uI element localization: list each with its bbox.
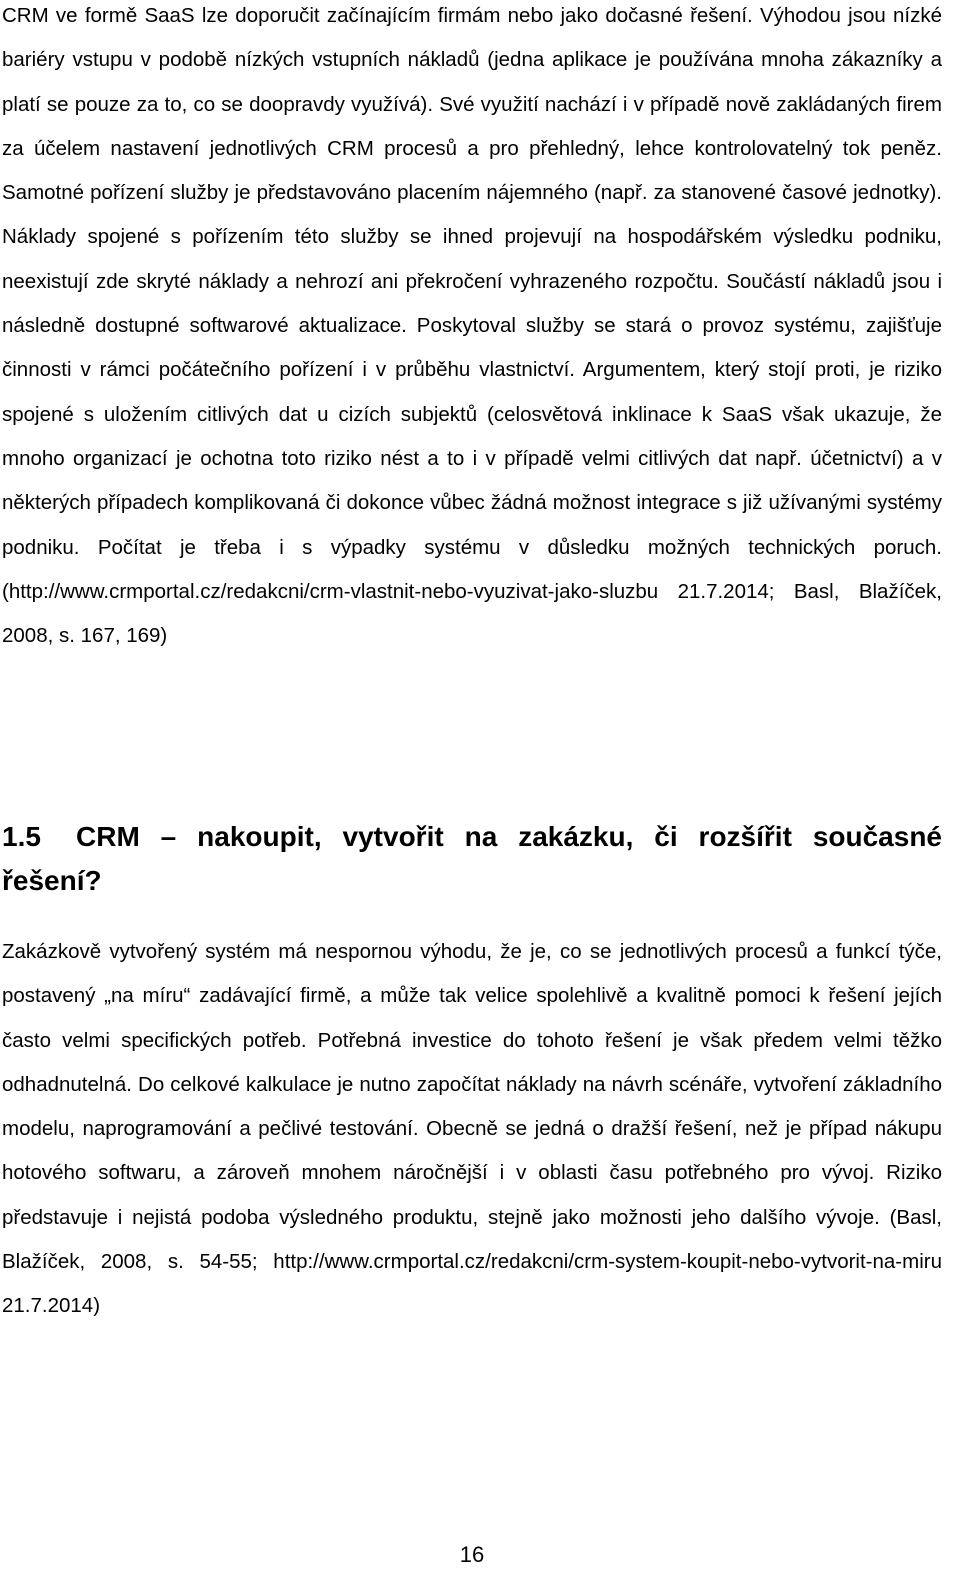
section-heading: [2, 815, 942, 903]
paragraph-custom-crm: Zakázkově vytvořený systém má nespornou výhodu, že je, co se jednotlivých procesů a funkcí týče, postavený „na míru“ zadávající firmě, a může tak velice spolehlivě a kvalitně pomoci k řešení jejích často velmi specifických potřeb. Potřebná investice do tohoto řešení je však předem velmi těžko odhadnutelná. Do celkové kalkulace je nutno započítat náklady na návrh scénáře, vytvoření základního modelu, naprogramování a pečlivé testování. Obecně se jedná o dražší řešení, než je případ nákupu hotového softwaru, a zároveň mnohem náročnější i v oblasti času potřebného pro vývoj. Riziko představuje i nejistá podoba výsledného produktu, stejně jako možnosti jeho dalšího vývoje. (Basl, Blažíček, 2008, s. 54-55; http://www.crmportal.cz/redakcni/crm-system-koupit-nebo-vytvorit-na-miru 21.7.2014): [2, 940, 942, 1318]
paragraph-saas-crm: CRM ve formě SaaS lze doporučit začínajícím firmám nebo jako dočasné řešení. Výhodou jsou nízké bariéry vstupu v podobě nízkých vstupních nákladů (jedna aplikace je používána mnoha zákazníky a platí se pouze za to, co se doopravdy využívá). Své využití nachází i v případě nově zakládaných firem za účelem nastavení jednotlivých CRM procesů a pro přehledný, lehce kontrolovatelný tok peněz. Samotné pořízení služby je představováno placením nájemného (např. za stanovené časové jednotky). Náklady spojené s pořízením této služby se ihned projevují na hospodářském výsledku podniku, neexistují zde skryté náklady a nehrozí ani překročení vyhrazeného rozpočtu. Součástí nákladů jsou i následně dostupné softwarové aktualizace. Poskytoval služby se stará o provoz systému, zajišťuje činnosti v rámci počátečního pořízení i v průběhu vlastnictví. Argumentem, který stojí proti, je riziko spojené s uložením citlivých dat u cizích subjektů (celosvětová inklinace k SaaS však ukazuje, že mnoho organizací je ochotna toto riziko nést a to i v případě velmi citlivých dat např. účetnictví) a v některých případech komplikovaná či dokonce vůbec žádná možnost integrace s již užívanými systémy podniku. Počítat je třeba i s výpadky systému v důsledku možných technických poruch. (http://www.crmportal.cz/redakcni/crm-vlastnit-nebo-vyuzivat-jako-sluzbu 21.7.2014; Basl, Blažíček, 2008, s. 167, 169): [2, 4, 942, 648]
section-number: 1.5: [2, 821, 41, 852]
section-title: CRM – nakoupit, vytvořit na zakázku, či rozšířit současné řešení?: [2, 821, 942, 896]
page-number: 16: [459, 1542, 485, 1567]
